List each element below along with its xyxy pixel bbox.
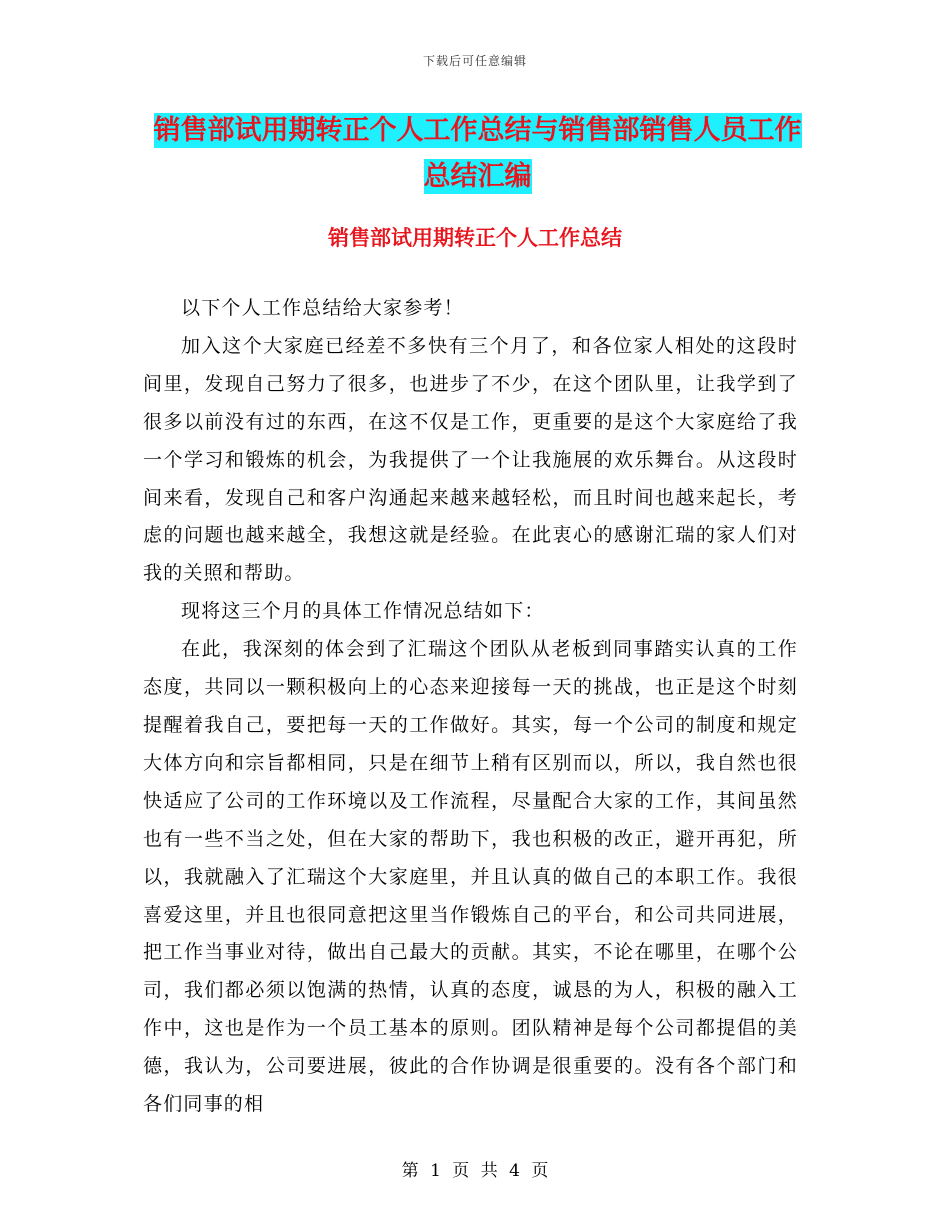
paragraph: 加入这个大家庭已经差不多快有三个月了，和各位家人相处的这段时间里，发现自己努力了很多，也进步了不少，在这个团队里，让我学到了很多以前没有过的东西，在这不仅是工作，更重要的是这个大家庭给了我一个学习和锻炼的机会，为我提供了一个让我施展的欢乐舞台。从这段时间来看，发现自己和客户沟通起来越来越轻松，而且时间也越来起长，考虑的问题也越来越全，我想这就是经验。在此衷心的感谢汇瑞的家人们对我的关照和帮助。 — [143, 334, 798, 585]
page-number: 第 1 页 共 4 页 — [401, 1161, 549, 1181]
paragraph: 以下个人工作总结给大家参考！ — [181, 297, 464, 319]
paragraph: 现将这三个月的具体工作情况总结如下： — [181, 600, 545, 623]
page-header-note: 下载后可任意编辑 — [422, 54, 527, 68]
paragraph: 在此，我深刻的体会到了汇瑞这个团队从老板到同事踏实认真的工作态度，共同以一颗积极向上的心态来迎接每一天的挑战，也正是这个时刻提醒着我自己，要把每一天的工作做好。其实，每一个公司的制度和规定大体方向和宗旨都相同，只是在细节上稍有区别而以，所以，我自然也很快适应了公司的工作环境以及工作流程，尽量配合大家的工作，其间虽然也有一些不当之处，但在大家的帮助下，我也积极的改正，避开再犯，所以，我就融入了汇瑞这个大家庭里，并且认真的做自己的本职工作。我很喜爱这里，并且也很同意把这里当作锻炼自己的平台，和公司共同进展，把工作当事业对待，做出自己最大的贡献。其实，不论在哪里，在哪个公司，我们都必须以饱满的热情，认真的态度，诚恳的为人，积极的融入工作中，这也是作为一个员工基本的原则。团队精神是每个公司都提倡的美德，我认为，公司要进展，彼此的合作协调是很重要的。没有各个部门和各们同事的相 — [143, 638, 798, 1116]
document-title — [145, 108, 810, 200]
document-body — [143, 290, 798, 1124]
section-title: 销售部试用期转正个人工作总结 — [328, 226, 622, 250]
document-title-text: 销售部试用期转正个人工作总结与销售部销售人员工作总结汇编 — [153, 115, 802, 192]
